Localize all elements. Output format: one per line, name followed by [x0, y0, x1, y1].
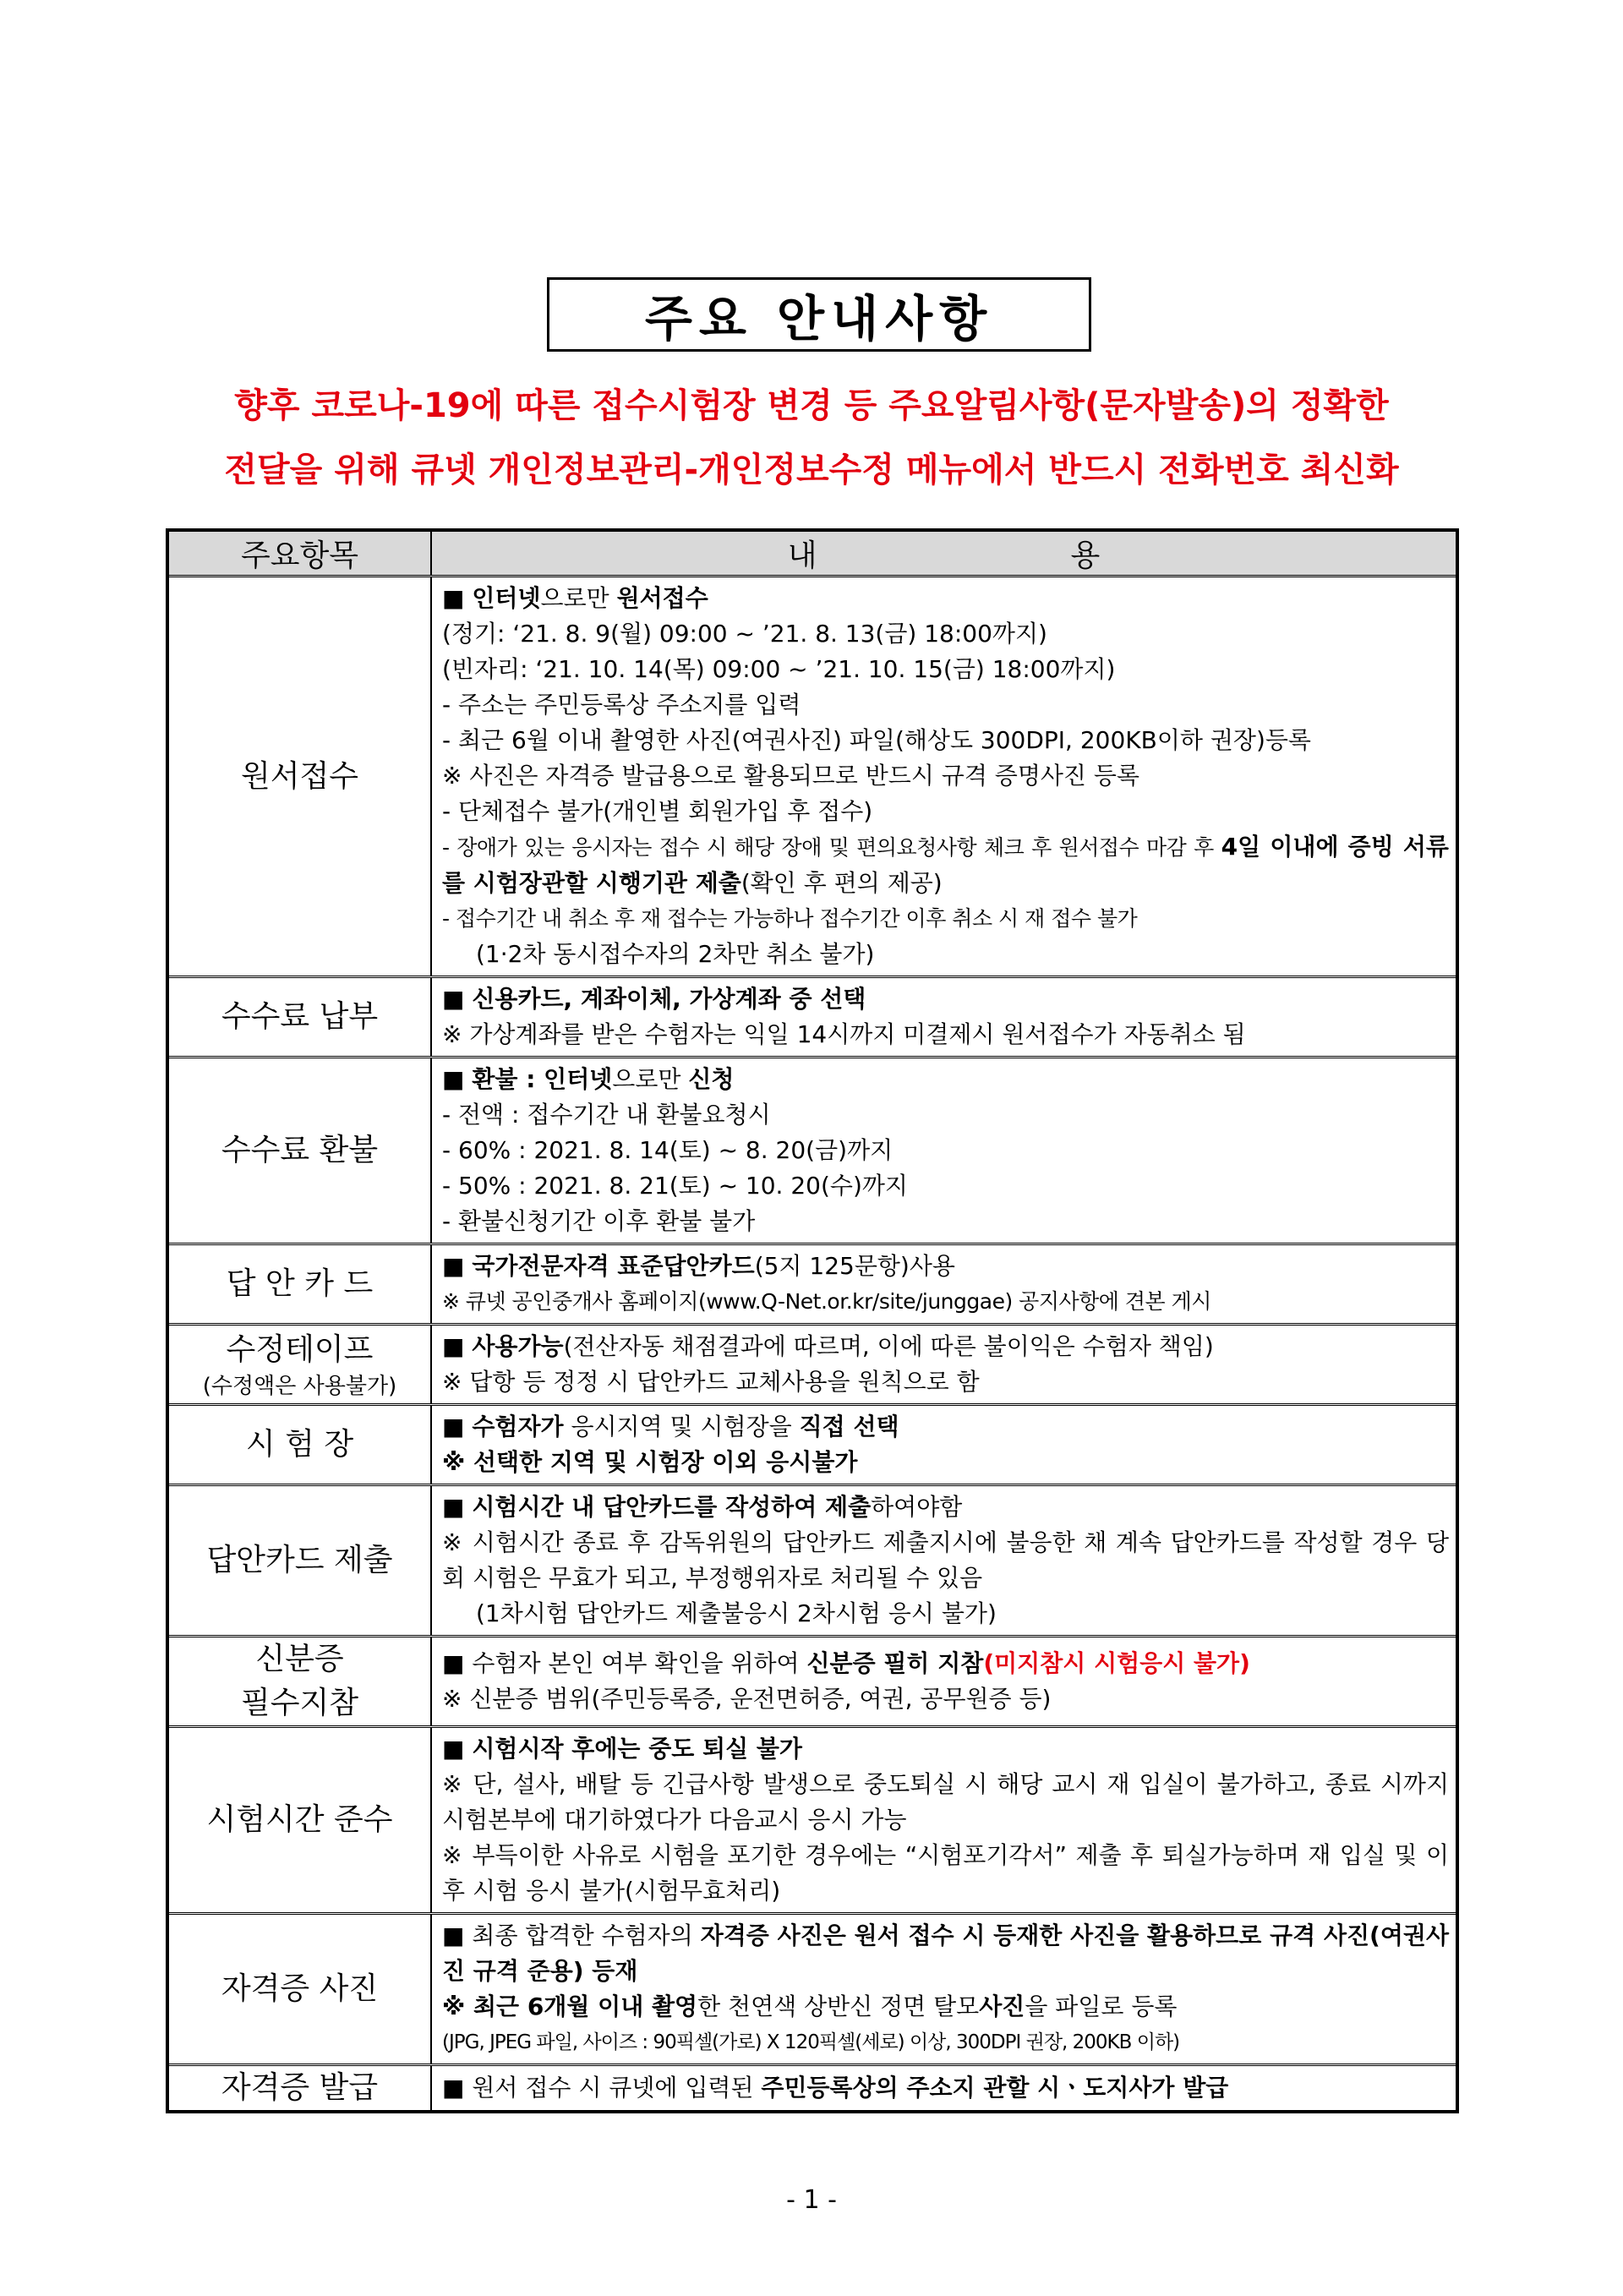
row-content: ■ 최종 합격한 수험자의 자격증 사진은 원서 접수 시 등재한 사진을 활용하므로 규격 사진(여권사진 규격 준용) 등재 ※ 최근 6개월 이내 촬영한 천연색 상반신 정면 탈모사진을 파일로 등록 (JPG, JPEG 파일, 사이즈 : 90픽셀(가로) X 120픽셀(세로) 이상, 300DPI 권장, 200KB 이하) [431, 1914, 1457, 2065]
row-content: ■ 환불 : 인터넷으로만 신청 - 전액 : 접수기간 내 환불요청시 - 60% : 2021. 8. 14(토) ~ 8. 20(금)까지 - 50% : 2021. 8. 21(토) ~ 10. 20(수)까지 - 환불신청기간 이후 환불 불가 [431, 1058, 1457, 1244]
row-content: ■ 인터넷으로만 원서접수 (정기: ‘21. 8. 9(월) 09:00 ~ ’21. 8. 13(금) 18:00까지) (빈자리: ‘21. 10. 14(목) 09:00 ~ ’21. 10. 15(금) 18:00까지) - 주소는 주민등록상 주소지를 입력 - 최근 6월 이내 촬영한 사진(여권사진) 파일(해상도 300DPI, 200KB이하 권장)등록 ※ 사진은 자격증 발급용으로 활용되므로 반드시 규격 증명사진 등록 - 단체접수 불가(개인별 회원가입 후 접수) - 장애가 있는 응시자는 접수 시 해당 장애 및 편의요청사항 체크 후 원서접수 마감 후 4일 이내에 증빙 서류를 시험장관할 시행기관 제출(확인 후 편의 제공) - 접수기간 내 취소 후 재 접수는 가능하나 접수기간 이후 취소 시 재 접수 불가 (1·2차 동시접수자의 2차만 취소 불가) [431, 577, 1457, 977]
table-row-answer-card [167, 1244, 1457, 1325]
row-category: 수정테이프 (수정액은 사용불가) [167, 1325, 431, 1405]
row-content: ■ 원서 접수 시 큐넷에 입력된 주민등록상의 주소지 관할 시ㆍ도지사가 발급 [431, 2065, 1457, 2113]
row-content: ■ 사용가능(전산자동 채점결과에 따르며, 이에 따른 불이익은 수험자 책임) ※ 답항 등 정정 시 답안카드 교체사용을 원칙으로 함 [431, 1325, 1457, 1405]
table-row-application [167, 577, 1457, 977]
row-category: 자격증 발급 [167, 2065, 431, 2113]
info-table [166, 528, 1459, 2113]
row-category: 시험시간 준수 [167, 1727, 431, 1914]
header-category: 주요항목 [167, 530, 431, 577]
row-category: 신분증 필수지참 [167, 1637, 431, 1727]
notice-line-2: 전달을 위해 큐넷 개인정보관리-개인정보수정 메뉴에서 반드시 전화번호 최신화 [224, 451, 1399, 489]
table-row-cert-issue [167, 2065, 1457, 2113]
table-row-correction-tape [167, 1325, 1457, 1405]
row-content: ■ 국가전문자격 표준답안카드(5지 125문항)사용 ※ 큐넷 공인중개사 홈페이지(www.Q-Net.or.kr/site/junggae) 공지사항에 견본 게시 [431, 1244, 1457, 1325]
row-content: ■ 시험시간 내 답안카드를 작성하여 제출하여야함 ※ 시험시간 종료 후 감독위원의 답안카드 제출지시에 불응한 채 계속 답안카드를 작성할 경우 당회 시험은 무효가 되고, 부정행위자로 처리될 수 있음 (1차시험 답안카드 제출불응시 2차시험 응시 불가) [431, 1485, 1457, 1637]
page-number: - 1 - [786, 2185, 837, 2215]
row-category: 수수료 납부 [167, 977, 431, 1058]
row-category: 시 험 장 [167, 1405, 431, 1485]
row-content: ■ 수험자가 응시지역 및 시험장을 직접 선택 ※ 선택한 지역 및 시험장 이외 응시불가 [431, 1405, 1457, 1485]
row-content: ■ 시험시작 후에는 중도 퇴실 불가 ※ 단, 설사, 배탈 등 긴급사항 발생으로 중도퇴실 시 해당 교시 재 입실이 불가하고, 종료 시까지 시험본부에 대기하였다가 다음교시 응시 가능 ※ 부득이한 사유로 시험을 포기한 경우에는 “시험포기각서” 제출 후 퇴실가능하며 재 입실 및 이후 시험 응시 불가(시험무효처리) [431, 1727, 1457, 1914]
row-category: 답안카드 제출 [167, 1485, 431, 1637]
row-category: 수수료 환불 [167, 1058, 431, 1244]
table-row-cert-photo [167, 1914, 1457, 2065]
table-row-fee-payment [167, 977, 1457, 1058]
row-category: 자격증 사진 [167, 1914, 431, 2065]
table-row-fee-refund [167, 1058, 1457, 1244]
table-header [167, 530, 1457, 577]
row-content: ■ 신용카드, 계좌이체, 가상계좌 중 선택 ※ 가상계좌를 받은 수험자는 익일 14시까지 미결제시 원서접수가 자동취소 됨 [431, 977, 1457, 1058]
page-title: 주요 안내사항 [547, 277, 1091, 352]
table-row-exam-site [167, 1405, 1457, 1485]
row-content: ■ 수험자 본인 여부 확인을 위하여 신분증 필히 지참(미지참시 시험응시 불가) ※ 신분증 범위(주민등록증, 운전면허증, 여권, 공무원증 등) [431, 1637, 1457, 1727]
table-row-id-card [167, 1637, 1457, 1727]
table-row-card-submit [167, 1485, 1457, 1637]
row-category: 원서접수 [167, 577, 431, 977]
row-category: 답 안 카 드 [167, 1244, 431, 1325]
table-row-exam-time [167, 1727, 1457, 1914]
notice-line-1: 향후 코로나-19에 따른 접수시험장 변경 등 주요알림사항(문자발송)의 정확한 [234, 386, 1389, 425]
header-content: 내 용 [431, 530, 1457, 577]
